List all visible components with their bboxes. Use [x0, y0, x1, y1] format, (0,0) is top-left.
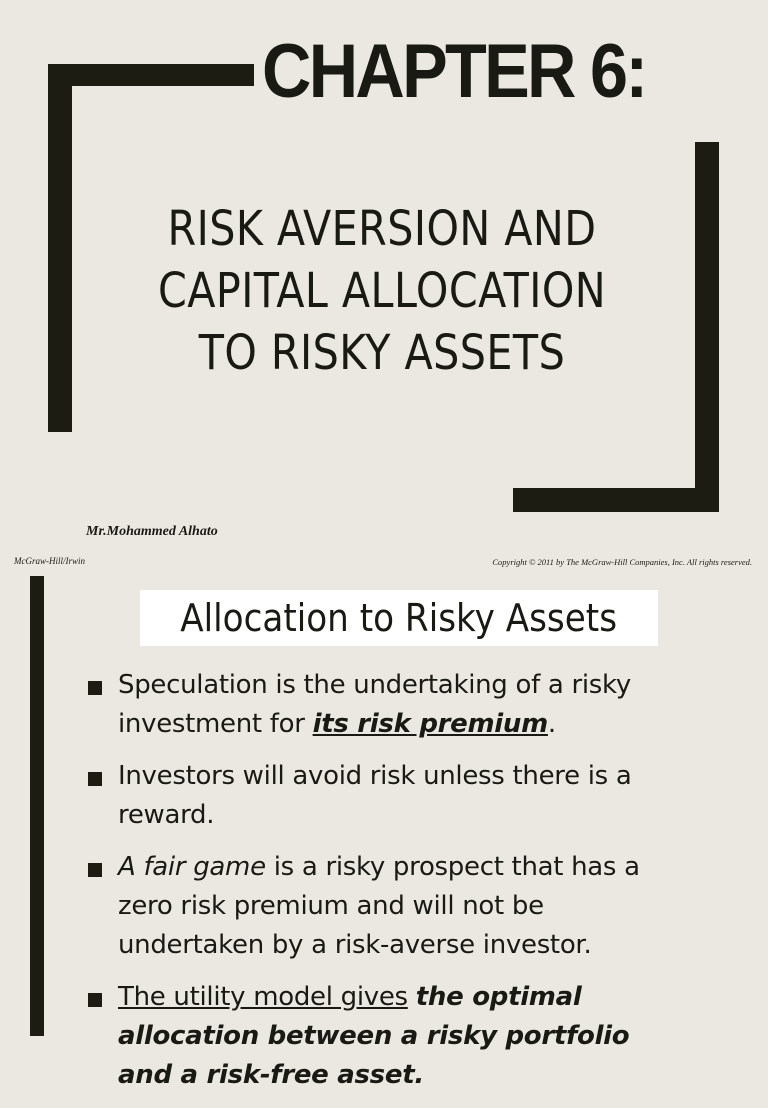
bullet-text: Investors will avoid risk unless there is a reward. — [118, 761, 632, 830]
frame-top-left-vertical — [48, 64, 72, 432]
frame-top-left-horizontal — [48, 64, 254, 86]
frame-bottom-right-vertical — [695, 142, 719, 512]
frame-bottom-right-horizontal — [513, 488, 719, 512]
accent-bar — [30, 576, 44, 1036]
square-bullet-icon — [88, 772, 102, 786]
subtitle-line: RISK AVERSION AND — [167, 201, 597, 257]
subtitle-line: CAPITAL ALLOCATION — [157, 263, 607, 319]
list-item — [84, 848, 684, 965]
square-bullet-icon — [88, 993, 102, 1007]
bullet-text: The utility model gives — [118, 982, 408, 1012]
bullet-text: . — [547, 709, 556, 739]
bullet-text: is a risky prospect that has a zero risk premium and will not be undertaken by a risk-averse investor. — [118, 852, 640, 960]
content-slide — [0, 580, 768, 1090]
copyright-footer: Copyright © 2011 by The McGraw-Hill Companies, Inc. All rights reserved. — [492, 557, 752, 567]
slide-title-box — [140, 590, 658, 646]
slide-title: Allocation to Risky Assets — [180, 596, 618, 640]
subtitle-line: TO RISKY ASSETS — [198, 325, 566, 381]
list-item — [84, 666, 684, 744]
publisher-footer: McGraw-Hill/Irwin — [14, 556, 85, 566]
bullet-emphasis: its risk premium — [312, 709, 548, 739]
square-bullet-icon — [88, 681, 102, 695]
bullet-list — [84, 666, 684, 1108]
bullet-emphasis: A fair game — [118, 852, 266, 882]
chapter-heading: CHAPTER 6: — [262, 29, 646, 114]
chapter-subtitle — [131, 198, 633, 384]
bullet-text: Speculation is the undertaking of a risky investment for — [118, 670, 631, 739]
bullet-text — [408, 982, 416, 1012]
bullet-emphasis: the optimal allocation between a risky portfolio and a risk-free asset. — [118, 982, 630, 1090]
list-item — [84, 978, 684, 1095]
author-name: Mr.Mohammed Alhato — [86, 524, 218, 539]
list-item — [84, 757, 684, 835]
square-bullet-icon — [88, 863, 102, 877]
